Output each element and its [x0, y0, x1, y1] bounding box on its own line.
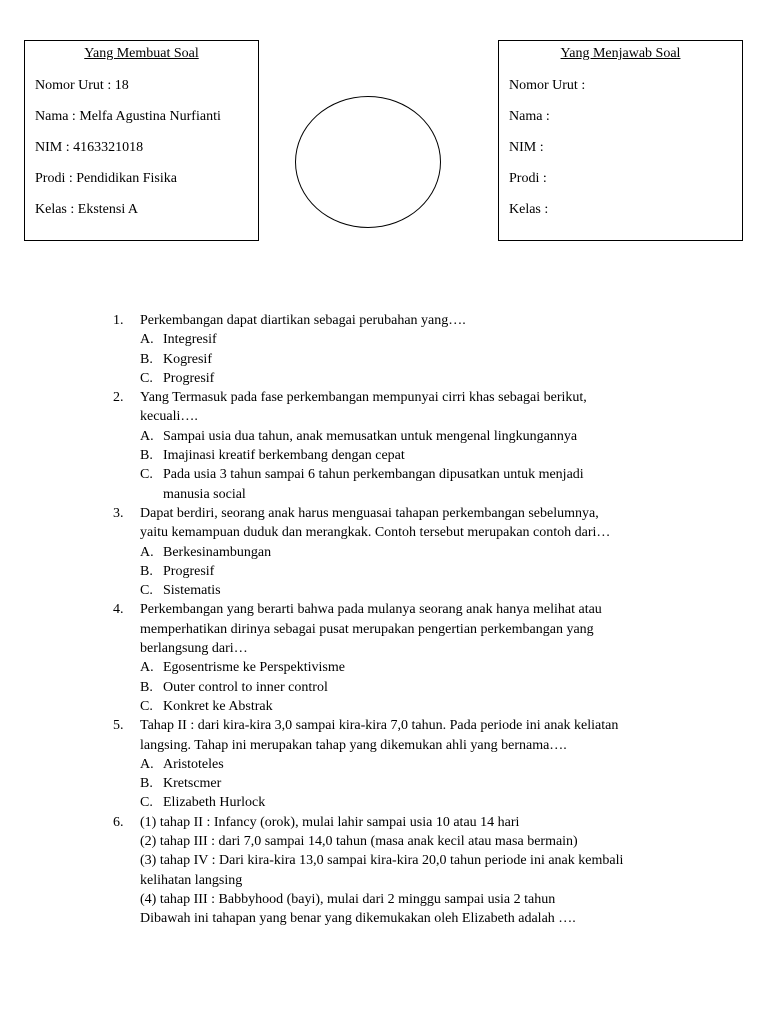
answer-options	[140, 543, 658, 601]
answer-option	[140, 678, 658, 697]
option-text: Progresif	[163, 563, 215, 579]
answerer-nama: Nama :	[509, 109, 550, 124]
answer-option	[140, 350, 658, 369]
question-text: (3) tahap IV : Dari kira-kira 13,0 sampai kira-kira 20,0 tahun periode ini anak kembali	[140, 853, 624, 869]
option-letter: C.	[140, 467, 153, 483]
question-number: 6.	[113, 814, 124, 830]
option-text: Berkesinambungan	[163, 544, 272, 560]
option-letter: C.	[140, 583, 153, 599]
answer-option	[140, 446, 658, 465]
question-text: kelihatan langsing	[140, 872, 243, 888]
option-text: Sistematis	[163, 583, 221, 599]
option-text: Imajinasi kreatif berkembang dengan cepat	[163, 448, 405, 464]
option-text: Konkret ke Abstrak	[163, 698, 273, 714]
question-text: Tahap II : dari kira-kira 3,0 sampai kira-kira 7,0 tahun. Pada periode ini anak keliatan	[140, 718, 619, 734]
question-text: yaitu kemampuan duduk dan merangkak. Contoh tersebut merupakan contoh dari…	[140, 525, 611, 541]
option-text: manusia social	[163, 486, 246, 502]
option-letter: A.	[140, 428, 154, 444]
maker-kelas: Kelas : Ekstensi A	[35, 202, 139, 217]
question-number: 4.	[113, 602, 124, 618]
answer-option	[140, 330, 658, 349]
question-text: langsing. Tahap ini merupakan tahap yang dikemukan ahli yang bernama….	[140, 737, 567, 753]
answerer-nim: NIM :	[509, 140, 544, 155]
option-letter: A.	[140, 544, 154, 560]
option-letter: C.	[140, 698, 153, 714]
question-text: Perkembangan yang berarti bahwa pada mulanya seorang anak hanya melihat atau	[140, 602, 602, 618]
option-letter: C.	[140, 795, 153, 811]
question-list	[113, 311, 658, 929]
question-item	[113, 813, 658, 929]
question-number: 1.	[113, 313, 124, 328]
answer-option	[140, 465, 658, 504]
question-text: (1) tahap II : Infancy (orok), mulai lahir sampai usia 10 atau 14 hari	[140, 814, 520, 830]
question-item	[113, 600, 658, 716]
maker-box-title: Yang Membuat Soal	[84, 46, 199, 61]
answer-options	[140, 427, 658, 504]
question-text: Yang Termasuk pada fase perkembangan mempunyai cirri khas sebagai berikut,	[140, 390, 587, 406]
answer-options	[140, 658, 658, 716]
answerer-prodi: Prodi :	[509, 171, 547, 186]
question-number: 3.	[113, 505, 124, 521]
option-letter: A.	[140, 756, 154, 772]
answer-option	[140, 543, 658, 562]
answer-options	[140, 330, 658, 388]
answer-option	[140, 369, 658, 388]
option-letter: B.	[140, 351, 153, 367]
question-text: Dapat berdiri, seorang anak harus menguasai tahapan perkembangan sebelumnya,	[140, 505, 599, 521]
answer-option	[140, 774, 658, 793]
option-text: Elizabeth Hurlock	[163, 795, 266, 811]
question-item	[113, 504, 658, 600]
question-item	[113, 311, 658, 388]
option-text: Sampai usia dua tahun, anak memusatkan untuk mengenal lingkungannya	[163, 428, 578, 444]
option-text: Kretscmer	[163, 776, 222, 792]
answer-option	[140, 658, 658, 677]
question-text: berlangsung dari…	[140, 641, 248, 657]
question-text: kecuali….	[140, 409, 198, 425]
question-text: Dibawah ini tahapan yang benar yang dikemukakan oleh Elizabeth adalah ….	[140, 911, 576, 927]
answer-options	[140, 755, 658, 813]
option-text: Outer control to inner control	[163, 679, 328, 695]
question-number: 2.	[113, 390, 124, 406]
question-item	[113, 716, 658, 812]
option-letter: B.	[140, 776, 153, 792]
option-text: Egosentrisme ke Perspektivisme	[163, 660, 345, 676]
option-text: Aristoteles	[163, 756, 224, 772]
answerer-nomor-urut: Nomor Urut :	[509, 78, 586, 93]
maker-nim: NIM : 4163321018	[35, 140, 144, 155]
option-text: Progresif	[163, 370, 215, 386]
question-text: memperhatikan dirinya sebagai pusat merupakan pengertian perkembangan yang	[140, 621, 594, 637]
answer-option	[140, 755, 658, 774]
option-letter: B.	[140, 679, 153, 695]
option-text: Pada usia 3 tahun sampai 6 tahun perkembangan dipusatkan untuk menjadi	[163, 467, 584, 483]
question-answerer-box	[498, 40, 743, 241]
answer-option	[140, 427, 658, 446]
answer-option	[140, 581, 658, 600]
question-text: (4) tahap III : Babbyhood (bayi), mulai dari 2 minggu sampai usia 2 tahun	[140, 891, 556, 907]
question-text: Perkembangan dapat diartikan sebagai perubahan yang….	[140, 313, 466, 328]
option-letter: B.	[140, 563, 153, 579]
option-text: Kogresif	[163, 351, 212, 367]
option-letter: B.	[140, 448, 153, 464]
option-letter: A.	[140, 332, 154, 348]
answerer-box-title: Yang Menjawab Soal	[560, 46, 681, 61]
maker-prodi: Prodi : Pendidikan Fisika	[35, 171, 177, 186]
score-circle	[295, 96, 441, 228]
maker-nomor-urut: Nomor Urut : 18	[35, 78, 129, 93]
answer-option	[140, 697, 658, 716]
question-item	[113, 388, 658, 504]
question-text: (2) tahap III : dari 7,0 sampai 14,0 tahun (masa anak kecil atau masa bermain)	[140, 834, 578, 850]
answerer-kelas: Kelas :	[509, 202, 549, 217]
answer-option	[140, 562, 658, 581]
question-maker-box	[24, 40, 259, 241]
option-letter: C.	[140, 370, 153, 386]
option-text: Integresif	[163, 332, 217, 348]
answer-option	[140, 793, 658, 812]
option-letter: A.	[140, 660, 154, 676]
question-number: 5.	[113, 718, 124, 734]
maker-nama: Nama : Melfa Agustina Nurfianti	[35, 109, 221, 124]
